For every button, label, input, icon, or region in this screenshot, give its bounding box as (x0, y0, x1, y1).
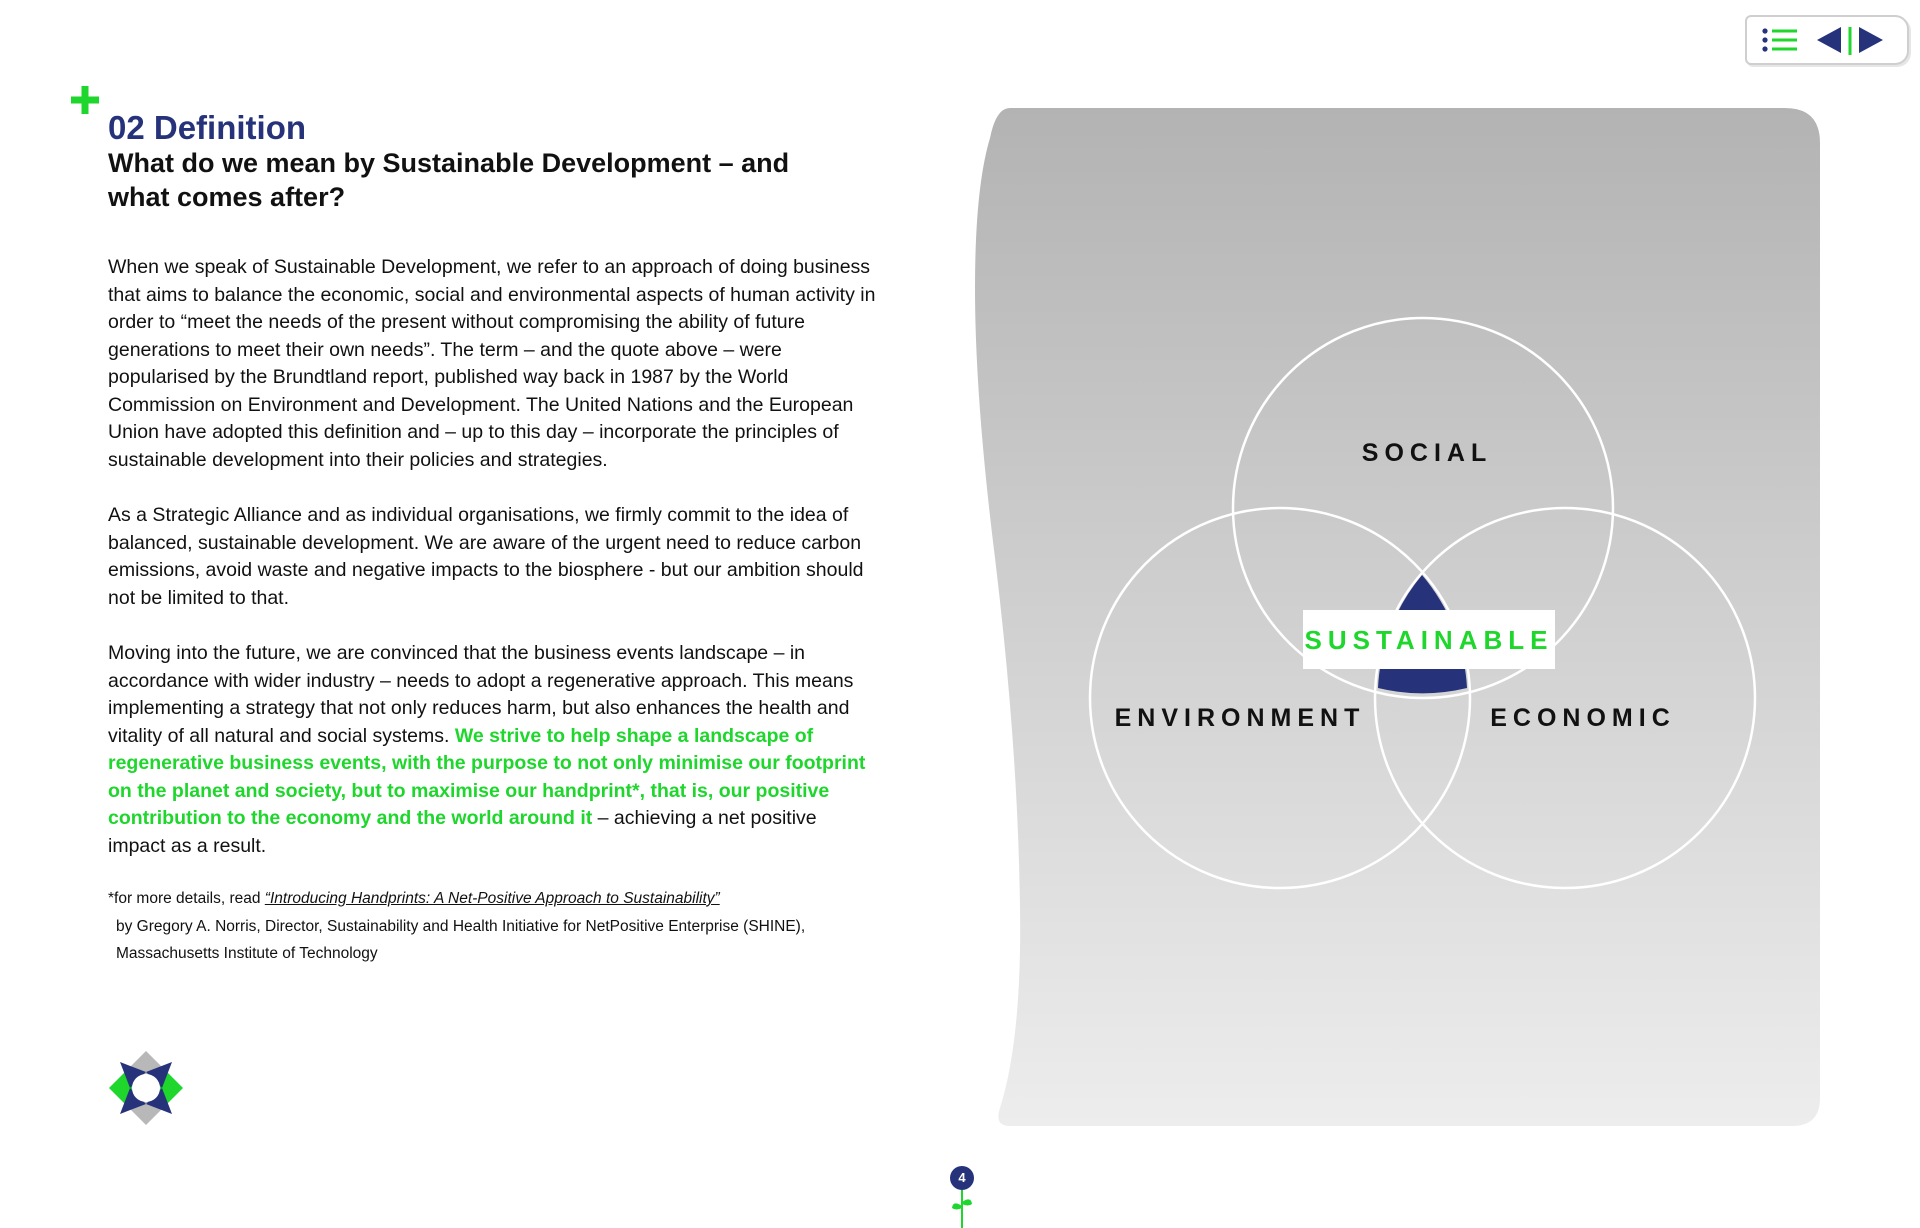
environment-label: ENVIRONMENT (1114, 704, 1366, 732)
page-subtitle: What do we mean by Sustainable Development – and what comes after? (108, 148, 790, 212)
sprout-icon (950, 1190, 974, 1228)
footnote-institution: Massachusetts Institute of Technology (116, 945, 378, 962)
economic-label: ECONOMIC (1490, 704, 1676, 732)
plus-icon (70, 85, 100, 115)
triangle-right-icon[interactable] (1857, 25, 1885, 55)
social-label: SOCIAL (1361, 439, 1493, 467)
venn-diagram-panel (970, 108, 1820, 1128)
section-title: 02 Definition (108, 109, 307, 146)
paragraph-regenerative-start: Moving into the future, we are convinced that the business events landscape – in accordance with wider industry – needs to adopt a regenerative approach. This means implementing a strategy that not only reduces harm, but also enhances the health and vitality of all natural and social systems. (108, 642, 854, 747)
divider (1848, 27, 1852, 55)
paragraph-commitment: As a Strategic Alliance and as individual organisations, we firmly commit to the idea of balanced, sustainable development. We are aware of the urgent need to reduce carbon emissions, avoid waste and negative impacts to the biosphere - but our ambition should not be limited to that. (108, 504, 864, 609)
paragraph-regenerative-end: – achieving a net positive impact as a result. (108, 807, 817, 857)
alliance-logo (108, 1050, 184, 1126)
highlighted-statement: We strive to help shape a landscape of regenerative business events, with the purpose to not only minimise our footprint on the planet and society, but to maximise our handprint*, that is, our positive contribution to the economy and the world around it (108, 724, 866, 829)
list-icon[interactable] (1761, 25, 1799, 55)
triangle-left-icon[interactable] (1815, 25, 1843, 55)
footnote (108, 885, 888, 968)
sustainable-label: SUSTAINABLE (1304, 625, 1554, 655)
page-number: 4 (950, 1166, 974, 1190)
page-navigation (1745, 15, 1909, 65)
handprints-article-link[interactable]: “Introducing Handprints: A Net-Positive Approach to Sustainability” (264, 890, 720, 907)
paragraph-intro: When we speak of Sustainable Development, we refer to an approach of doing business that aims to balance the economic, social and environmental aspects of human activity in order to “meet the needs of the present without compromising the ability of future generations to meet their own needs”. The term – and the quote above – were popularised by the Brundtland report, published way back in 1987 by the World Commission on Environment and Development. The United Nations and the European Union have adopted this definition and – up to this day – incorporate the principles of sustainable development into their policies and strategies. (108, 256, 876, 471)
footnote-author: by Gregory A. Norris, Director, Sustainability and Health Initiative for NetPositive Enterprise (SHINE), (116, 917, 806, 935)
footnote-prefix: *for more details, read (108, 890, 265, 907)
paragraph-regenerative (108, 640, 878, 860)
